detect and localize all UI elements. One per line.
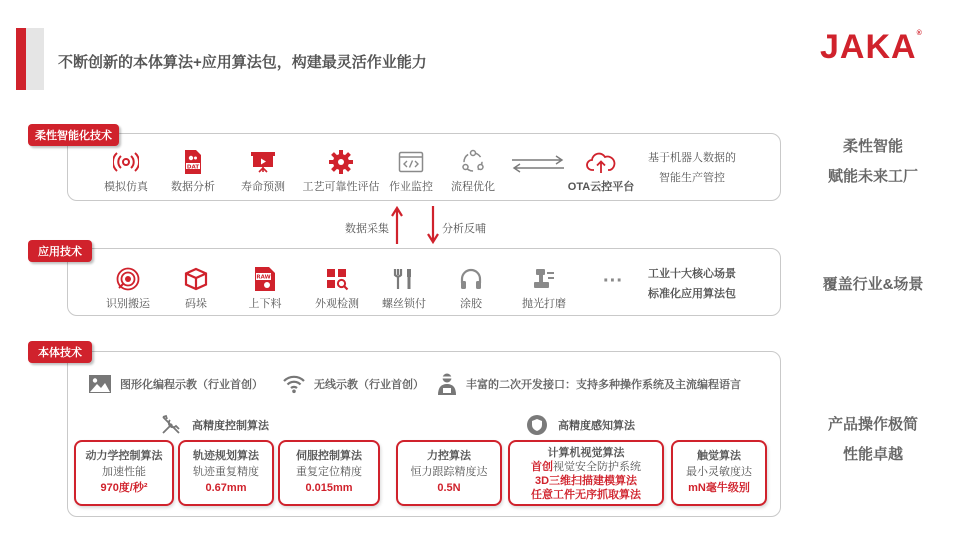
polisher-icon: [531, 266, 557, 292]
card-title: 轨迹规划算法: [193, 450, 259, 462]
arrow-up-icon: [390, 205, 404, 245]
app-item-label: 识别搬运: [106, 298, 150, 310]
card-tactile: [671, 440, 767, 506]
developer-icon: [436, 372, 458, 396]
tools-icon: [392, 267, 416, 291]
card-desc-rest: 视觉安全防护系统: [553, 461, 641, 473]
code-window-icon: [398, 151, 424, 173]
card-servo-control: [278, 440, 380, 506]
flex-tech-side-label: [808, 132, 938, 192]
app-item-label: 上下料: [248, 298, 282, 310]
flex-item-process-optimization[interactable]: [433, 148, 513, 194]
flex-item-life-prediction[interactable]: [223, 148, 303, 194]
app-tech-note: [642, 264, 742, 304]
card-title: 伺服控制算法: [296, 450, 362, 462]
group-label: 高精度感知算法: [558, 420, 635, 432]
app-item-gluing[interactable]: [431, 265, 511, 311]
title-accent-shade: [26, 28, 44, 90]
body-tech-tag: 本体技术: [28, 341, 92, 363]
side-label-line: 赋能未来工厂: [827, 168, 918, 185]
flex-tech-tag: 柔性智能化技术: [28, 124, 119, 146]
wifi-icon: [282, 374, 306, 394]
more-icon: ···: [603, 270, 623, 292]
flex-item-ota-cloud[interactable]: [561, 148, 641, 194]
analysis-feedback-label: 分析反哺: [442, 223, 486, 235]
card-title: 动力学控制算法: [85, 450, 163, 462]
wireless-signal-icon: [113, 151, 139, 173]
page-title: 不断创新的本体算法+应用算法包，构建最灵活作业能力: [58, 54, 427, 71]
app-item-polishing[interactable]: [504, 265, 584, 311]
card-value: 0.67mm: [205, 482, 247, 494]
flex-tech-note-line: 基于机器人数据的: [648, 152, 736, 164]
card-value: 3D三维扫描建模算法: [534, 475, 638, 487]
card-desc: 轨迹重复精度: [193, 466, 259, 478]
feature-label: 图形化编程示教（行业首创）: [120, 379, 263, 391]
cycle-icon: [460, 149, 486, 175]
shield-icon: [526, 414, 548, 436]
logo-text: JAKA: [820, 28, 917, 66]
app-item-palletizing[interactable]: [156, 265, 236, 311]
feature-wireless-teaching: [282, 374, 424, 394]
flex-tech-note: [642, 148, 742, 188]
card-desc: 恒力跟踪精度达: [410, 466, 488, 478]
card-value: 任意工件无序抓取算法: [531, 489, 641, 501]
flex-item-label: 作业监控: [389, 181, 433, 193]
box-icon: [184, 267, 208, 291]
card-title: 计算机视觉算法: [547, 447, 625, 459]
card-desc: 加速性能: [102, 466, 146, 478]
card-value: 0.5N: [437, 482, 461, 494]
image-icon: [88, 374, 112, 394]
data-collection-label: 数据采集: [345, 223, 389, 235]
card-value: mN毫牛级别: [688, 482, 750, 494]
logo-registered-mark: ®: [916, 30, 923, 37]
app-tech-tag: 应用技术: [28, 240, 92, 262]
presentation-board-icon: [250, 150, 276, 174]
flex-item-label: 工艺可靠性评估: [302, 181, 380, 193]
app-item-label: 涂胶: [460, 298, 482, 310]
jaka-logo: [820, 28, 923, 67]
wrench-screwdriver-icon: [160, 414, 182, 436]
raw-file-icon: [253, 266, 277, 292]
app-tech-note-line: 工业十大核心场景: [648, 268, 736, 280]
flex-item-data-analysis[interactable]: [153, 148, 233, 194]
group-label: 高精度控制算法: [192, 420, 269, 432]
card-value: 0.015mm: [305, 482, 353, 494]
feature-dev-interface: [436, 372, 741, 396]
cloud-upload-icon: [586, 150, 616, 174]
app-item-label: 抛光打磨: [522, 298, 566, 310]
exchange-arrows-icon: [510, 154, 566, 174]
flex-item-process-reliability[interactable]: [301, 148, 381, 194]
side-label-line: 产品操作极简: [827, 416, 918, 433]
card-trajectory-planning: [178, 440, 274, 506]
card-dynamics-control: [74, 440, 174, 506]
flex-item-label: 流程优化: [451, 181, 495, 193]
side-label-line: 柔性智能: [842, 138, 903, 155]
card-desc: 重复定位精度: [296, 466, 362, 478]
flex-item-label: 数据分析: [171, 181, 215, 193]
card-title: 力控算法: [427, 450, 471, 462]
app-item-label: 码垛: [185, 298, 207, 310]
card-force-control: [396, 440, 502, 506]
group-precision-control: [160, 414, 269, 436]
card-value: 970度/秒²: [100, 482, 148, 494]
title-accent-bar: [16, 28, 26, 90]
card-desc: 最小灵敏度达: [686, 466, 752, 478]
feature-label: 无线示教（行业首创）: [314, 379, 424, 391]
app-item-label: 外观检测: [315, 298, 359, 310]
gear-icon: [328, 149, 354, 175]
headset-icon: [459, 267, 483, 291]
app-item-label: 螺丝锁付: [382, 298, 426, 310]
flex-item-label: 寿命预测: [241, 181, 285, 193]
svg-text:DAT: DAT: [186, 164, 200, 171]
app-item-loading-unloading[interactable]: [225, 265, 305, 311]
card-computer-vision: [508, 440, 664, 506]
card-title: 触觉算法: [697, 450, 741, 462]
feature-label: 丰富的二次开发接口：支持多种操作系统及主流编程语言: [466, 379, 741, 391]
flex-item-label: OTA云控平台: [567, 181, 635, 193]
card-desc: [510, 460, 662, 474]
arrow-down-icon: [426, 205, 440, 245]
app-tech-note-line: 标准化应用算法包: [648, 288, 736, 300]
flex-tech-note-line: 智能生产管控: [659, 172, 725, 184]
dat-file-icon: [183, 149, 203, 175]
side-label-line: 性能卓越: [842, 446, 903, 463]
feature-graphical-programming: [88, 374, 263, 394]
app-tech-side-label: 覆盖行业&场景: [822, 276, 924, 293]
target-icon: [115, 266, 141, 292]
card-highlight: 首创: [531, 461, 553, 473]
group-precision-perception: [526, 414, 635, 436]
grid-search-icon: [325, 267, 349, 291]
svg-text:RAW: RAW: [256, 274, 271, 281]
flex-item-label: 模拟仿真: [104, 181, 148, 193]
body-tech-side-label: [808, 410, 938, 470]
